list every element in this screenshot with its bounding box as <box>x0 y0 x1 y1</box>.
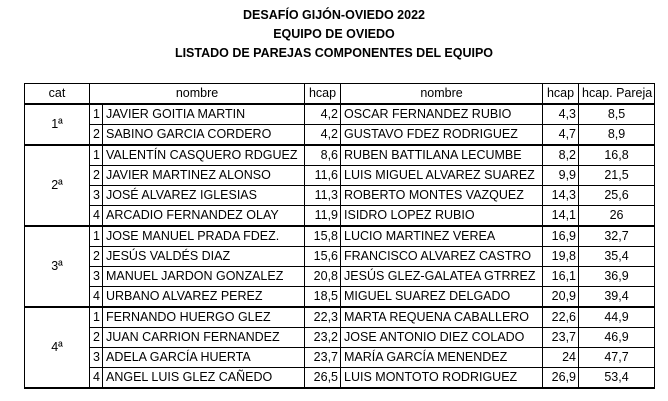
player1-name-cell: JAVIER MARTINEZ ALONSO <box>103 166 305 186</box>
header-cat: cat <box>25 84 90 105</box>
table-row <box>25 328 655 348</box>
player2-hcap-cell: 8,2 <box>543 145 579 166</box>
table-row <box>25 145 655 166</box>
player1-hcap-cell: 11,9 <box>305 206 341 227</box>
player1-name-cell: JOSÉ ALVAREZ IGLESIAS <box>103 186 305 206</box>
team-title: EQUIPO DE OVIEDO <box>273 27 395 41</box>
player1-name-cell: JUAN CARRION FERNANDEZ <box>103 328 305 348</box>
header-hcap-1: hcap <box>305 84 341 105</box>
player2-hcap-cell: 14,1 <box>543 206 579 227</box>
pair-hcap-cell: 39,4 <box>579 287 655 308</box>
pair-hcap-cell: 46,9 <box>579 328 655 348</box>
event-title: DESAFÍO GIJÓN-OVIEDO 2022 <box>243 8 425 22</box>
player2-name-cell: OSCAR FERNANDEZ RUBIO <box>341 104 543 125</box>
document-title-block <box>0 6 668 63</box>
pair-number-cell: 4 <box>90 368 103 389</box>
table-row <box>25 226 655 247</box>
header-hcap-pareja: hcap. Pareja <box>579 84 655 105</box>
player2-hcap-cell: 20,9 <box>543 287 579 308</box>
pair-number-cell: 2 <box>90 125 103 146</box>
player1-name-cell: VALENTÍN CASQUERO RDGUEZ <box>103 145 305 166</box>
player2-hcap-cell: 24 <box>543 348 579 368</box>
player2-hcap-cell: 14,3 <box>543 186 579 206</box>
player1-hcap-cell: 26,5 <box>305 368 341 389</box>
player1-hcap-cell: 15,8 <box>305 226 341 247</box>
player2-name-cell: FRANCISCO ALVAREZ CASTRO <box>341 247 543 267</box>
list-title: LISTADO DE PAREJAS COMPONENTES DEL EQUIPO <box>174 46 494 60</box>
pairs-table <box>24 83 655 389</box>
table-row <box>25 247 655 267</box>
pair-hcap-cell: 8,5 <box>579 104 655 125</box>
pair-hcap-cell: 21,5 <box>579 166 655 186</box>
table-row <box>25 206 655 227</box>
player2-name-cell: MIGUEL SUAREZ DELGADO <box>341 287 543 308</box>
table-row <box>25 348 655 368</box>
header-hcap-2: hcap <box>543 84 579 105</box>
player2-hcap-cell: 19,8 <box>543 247 579 267</box>
player2-name-cell: RUBEN BATTILANA LECUMBE <box>341 145 543 166</box>
player2-hcap-cell: 4,3 <box>543 104 579 125</box>
header-nombre-2: nombre <box>341 84 543 105</box>
player2-name-cell: JESÚS GLEZ-GALATEA GTRREZ <box>341 267 543 287</box>
player2-hcap-cell: 26,9 <box>543 368 579 389</box>
category-cell: 4ª <box>25 307 90 388</box>
player1-name-cell: JOSE MANUEL PRADA FDEZ. <box>103 226 305 247</box>
player2-hcap-cell: 23,7 <box>543 328 579 348</box>
pair-number-cell: 4 <box>90 287 103 308</box>
table-row <box>25 125 655 146</box>
player2-name-cell: LUIS MIGUEL ALVAREZ SUAREZ <box>341 166 543 186</box>
pair-number-cell: 4 <box>90 206 103 227</box>
player2-name-cell: GUSTAVO FDEZ RODRIGUEZ <box>341 125 543 146</box>
player1-name-cell: MANUEL JARDON GONZALEZ <box>103 267 305 287</box>
player2-name-cell: MARTA REQUENA CABALLERO <box>341 307 543 328</box>
table-row <box>25 186 655 206</box>
player1-name-cell: FERNANDO HUERGO GLEZ <box>103 307 305 328</box>
category-cell: 3ª <box>25 226 90 307</box>
category-cell: 1ª <box>25 104 90 145</box>
player1-name-cell: ANGEL LUIS GLEZ CAÑEDO <box>103 368 305 389</box>
pair-hcap-cell: 32,7 <box>579 226 655 247</box>
player2-name-cell: LUCIO MARTINEZ VEREA <box>341 226 543 247</box>
pair-hcap-cell: 35,4 <box>579 247 655 267</box>
player1-hcap-cell: 15,6 <box>305 247 341 267</box>
pair-number-cell: 1 <box>90 145 103 166</box>
player1-hcap-cell: 8,6 <box>305 145 341 166</box>
header-nombre-1: nombre <box>90 84 305 105</box>
player1-name-cell: ADELA GARCÍA HUERTA <box>103 348 305 368</box>
player2-name-cell: MARÍA GARCÍA MENENDEZ <box>341 348 543 368</box>
table-header-row <box>25 84 655 105</box>
player1-hcap-cell: 23,2 <box>305 328 341 348</box>
table-row <box>25 307 655 328</box>
pair-number-cell: 2 <box>90 328 103 348</box>
player1-hcap-cell: 4,2 <box>305 125 341 146</box>
pair-number-cell: 1 <box>90 104 103 125</box>
pair-hcap-cell: 36,9 <box>579 267 655 287</box>
pair-hcap-cell: 47,7 <box>579 348 655 368</box>
pair-hcap-cell: 25,6 <box>579 186 655 206</box>
player1-name-cell: SABINO GARCIA CORDERO <box>103 125 305 146</box>
player2-name-cell: ISIDRO LOPEZ RUBIO <box>341 206 543 227</box>
player1-hcap-cell: 4,2 <box>305 104 341 125</box>
pair-hcap-cell: 44,9 <box>579 307 655 328</box>
player1-name-cell: JAVIER GOITIA MARTIN <box>103 104 305 125</box>
pair-number-cell: 1 <box>90 307 103 328</box>
player2-hcap-cell: 22,6 <box>543 307 579 328</box>
player1-hcap-cell: 11,6 <box>305 166 341 186</box>
player1-name-cell: JESÚS VALDÉS DIAZ <box>103 247 305 267</box>
pair-hcap-cell: 53,4 <box>579 368 655 389</box>
pair-number-cell: 2 <box>90 247 103 267</box>
player1-hcap-cell: 20,8 <box>305 267 341 287</box>
pair-number-cell: 1 <box>90 226 103 247</box>
table-row <box>25 287 655 308</box>
player2-name-cell: JOSE ANTONIO DIEZ COLADO <box>341 328 543 348</box>
table-row <box>25 166 655 186</box>
pair-number-cell: 3 <box>90 186 103 206</box>
pair-hcap-cell: 8,9 <box>579 125 655 146</box>
pair-number-cell: 3 <box>90 267 103 287</box>
player2-name-cell: ROBERTO MONTES VAZQUEZ <box>341 186 543 206</box>
player2-name-cell: LUIS MONTOTO RODRIGUEZ <box>341 368 543 389</box>
player2-hcap-cell: 4,7 <box>543 125 579 146</box>
pair-number-cell: 2 <box>90 166 103 186</box>
category-cell: 2ª <box>25 145 90 226</box>
table-row <box>25 267 655 287</box>
player1-hcap-cell: 11,3 <box>305 186 341 206</box>
table-row <box>25 368 655 389</box>
table-row <box>25 104 655 125</box>
player1-name-cell: URBANO ALVAREZ PEREZ <box>103 287 305 308</box>
player1-hcap-cell: 22,3 <box>305 307 341 328</box>
player2-hcap-cell: 9,9 <box>543 166 579 186</box>
pair-number-cell: 3 <box>90 348 103 368</box>
player1-name-cell: ARCADIO FERNANDEZ OLAY <box>103 206 305 227</box>
player2-hcap-cell: 16,9 <box>543 226 579 247</box>
player1-hcap-cell: 18,5 <box>305 287 341 308</box>
player2-hcap-cell: 16,1 <box>543 267 579 287</box>
pair-hcap-cell: 16,8 <box>579 145 655 166</box>
pair-hcap-cell: 26 <box>579 206 655 227</box>
player1-hcap-cell: 23,7 <box>305 348 341 368</box>
